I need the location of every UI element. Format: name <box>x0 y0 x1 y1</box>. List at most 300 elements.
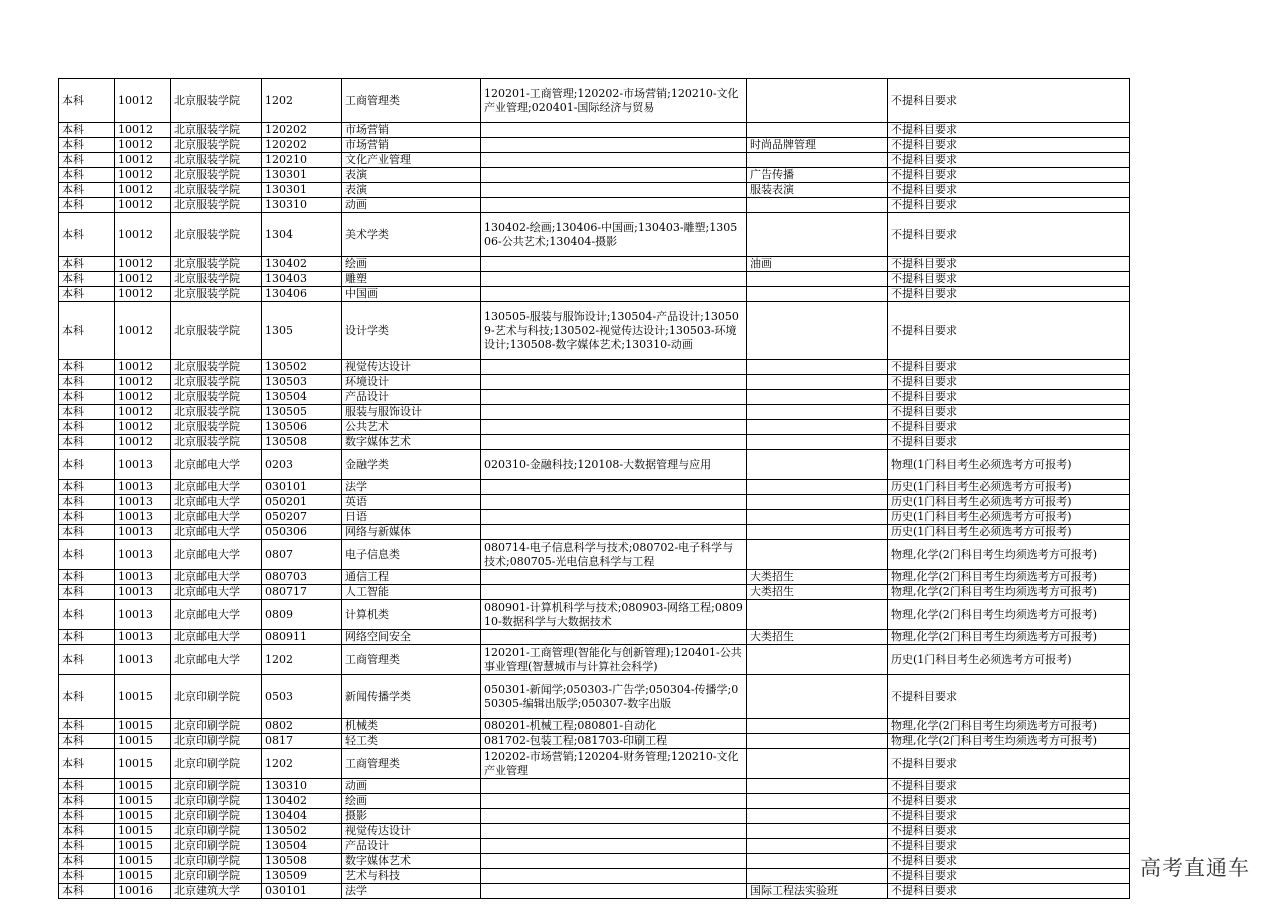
school-code-cell: 10013 <box>115 510 171 525</box>
level-cell: 本科 <box>59 495 115 510</box>
school-name-cell: 北京印刷学院 <box>171 719 262 734</box>
table-row <box>59 749 1130 779</box>
major-name-cell: 美术学类 <box>342 213 481 257</box>
remark-cell <box>747 287 888 302</box>
major-name-cell: 机械类 <box>342 719 481 734</box>
remark-cell <box>747 198 888 213</box>
major-code-cell: 130508 <box>262 435 342 450</box>
major-code-cell: 1202 <box>262 645 342 675</box>
school-name-cell: 北京邮电大学 <box>171 600 262 630</box>
major-code-cell: 130406 <box>262 287 342 302</box>
subject-requirement-cell: 物理,化学(2门科目考生均须选考方可报考) <box>888 570 1130 585</box>
admission-table <box>58 78 1130 899</box>
level-cell: 本科 <box>59 734 115 749</box>
table-row <box>59 675 1130 719</box>
subject-requirement-cell: 历史(1门科目考生必须选考方可报考) <box>888 645 1130 675</box>
remark-cell <box>747 213 888 257</box>
school-name-cell: 北京印刷学院 <box>171 839 262 854</box>
subject-requirement-cell: 物理,化学(2门科目考生均须选考方可报考) <box>888 600 1130 630</box>
level-cell: 本科 <box>59 749 115 779</box>
table-row <box>59 630 1130 645</box>
major-code-cell: 1202 <box>262 79 342 123</box>
major-code-cell: 080717 <box>262 585 342 600</box>
school-code-cell: 10013 <box>115 495 171 510</box>
level-cell: 本科 <box>59 183 115 198</box>
school-name-cell: 北京印刷学院 <box>171 734 262 749</box>
subject-requirement-cell: 不提科目要求 <box>888 213 1130 257</box>
level-cell: 本科 <box>59 884 115 899</box>
subject-requirement-cell: 物理(1门科目考生必须选考方可报考) <box>888 450 1130 480</box>
major-name-cell: 绘画 <box>342 257 481 272</box>
table-row <box>59 495 1130 510</box>
major-name-cell: 市场营销 <box>342 123 481 138</box>
school-code-cell: 10012 <box>115 153 171 168</box>
school-code-cell: 10013 <box>115 540 171 570</box>
table-row <box>59 302 1130 360</box>
level-cell: 本科 <box>59 450 115 480</box>
included-majors-cell: 080201-机械工程;080801-自动化 <box>481 719 747 734</box>
included-majors-cell: 120201-工商管理;120202-市场营销;120210-文化产业管理;020401-国际经济与贸易 <box>481 79 747 123</box>
subject-requirement-cell: 不提科目要求 <box>888 198 1130 213</box>
school-code-cell: 10013 <box>115 450 171 480</box>
remark-cell <box>747 360 888 375</box>
major-code-cell: 130506 <box>262 420 342 435</box>
remark-cell <box>747 390 888 405</box>
school-code-cell: 10015 <box>115 675 171 719</box>
included-majors-cell <box>481 138 747 153</box>
subject-requirement-cell: 不提科目要求 <box>888 809 1130 824</box>
included-majors-cell <box>481 123 747 138</box>
level-cell: 本科 <box>59 123 115 138</box>
school-code-cell: 10015 <box>115 719 171 734</box>
school-name-cell: 北京服装学院 <box>171 153 262 168</box>
table-row <box>59 138 1130 153</box>
table-row <box>59 420 1130 435</box>
level-cell: 本科 <box>59 480 115 495</box>
school-code-cell: 10015 <box>115 854 171 869</box>
level-cell: 本科 <box>59 525 115 540</box>
major-name-cell: 摄影 <box>342 809 481 824</box>
table-row <box>59 839 1130 854</box>
table-row <box>59 540 1130 570</box>
school-name-cell: 北京邮电大学 <box>171 570 262 585</box>
included-majors-cell <box>481 630 747 645</box>
table-row <box>59 719 1130 734</box>
school-code-cell: 10012 <box>115 123 171 138</box>
level-cell: 本科 <box>59 719 115 734</box>
level-cell: 本科 <box>59 390 115 405</box>
remark-cell <box>747 734 888 749</box>
subject-requirement-cell: 物理,化学(2门科目考生均须选考方可报考) <box>888 540 1130 570</box>
major-code-cell: 050306 <box>262 525 342 540</box>
level-cell: 本科 <box>59 257 115 272</box>
major-code-cell: 1305 <box>262 302 342 360</box>
subject-requirement-cell: 不提科目要求 <box>888 302 1130 360</box>
subject-requirement-cell: 不提科目要求 <box>888 123 1130 138</box>
included-majors-cell <box>481 183 747 198</box>
included-majors-cell <box>481 779 747 794</box>
subject-requirement-cell: 不提科目要求 <box>888 884 1130 899</box>
major-code-cell: 130502 <box>262 360 342 375</box>
included-majors-cell <box>481 794 747 809</box>
school-code-cell: 10015 <box>115 839 171 854</box>
major-name-cell: 轻工类 <box>342 734 481 749</box>
level-cell: 本科 <box>59 854 115 869</box>
school-name-cell: 北京服装学院 <box>171 272 262 287</box>
table-row <box>59 480 1130 495</box>
major-code-cell: 0802 <box>262 719 342 734</box>
included-majors-cell <box>481 495 747 510</box>
major-name-cell: 环境设计 <box>342 375 481 390</box>
subject-requirement-cell: 不提科目要求 <box>888 79 1130 123</box>
subject-requirement-cell: 物理,化学(2门科目考生均须选考方可报考) <box>888 630 1130 645</box>
major-code-cell: 0203 <box>262 450 342 480</box>
remark-cell <box>747 809 888 824</box>
school-name-cell: 北京邮电大学 <box>171 645 262 675</box>
table-row <box>59 287 1130 302</box>
remark-cell <box>747 600 888 630</box>
major-name-cell: 数字媒体艺术 <box>342 435 481 450</box>
major-code-cell: 130310 <box>262 198 342 213</box>
level-cell: 本科 <box>59 213 115 257</box>
included-majors-cell <box>481 360 747 375</box>
major-name-cell: 工商管理类 <box>342 79 481 123</box>
remark-cell <box>747 495 888 510</box>
table-row <box>59 570 1130 585</box>
table-row <box>59 405 1130 420</box>
school-name-cell: 北京印刷学院 <box>171 824 262 839</box>
table-row <box>59 123 1130 138</box>
school-code-cell: 10013 <box>115 480 171 495</box>
major-code-cell: 130504 <box>262 839 342 854</box>
included-majors-cell <box>481 525 747 540</box>
major-code-cell: 130503 <box>262 375 342 390</box>
subject-requirement-cell: 不提科目要求 <box>888 749 1130 779</box>
level-cell: 本科 <box>59 375 115 390</box>
table-row <box>59 360 1130 375</box>
level-cell: 本科 <box>59 809 115 824</box>
major-name-cell: 法学 <box>342 480 481 495</box>
school-name-cell: 北京邮电大学 <box>171 540 262 570</box>
included-majors-cell <box>481 168 747 183</box>
subject-requirement-cell: 不提科目要求 <box>888 675 1130 719</box>
school-name-cell: 北京服装学院 <box>171 138 262 153</box>
level-cell: 本科 <box>59 645 115 675</box>
remark-cell <box>747 79 888 123</box>
school-code-cell: 10013 <box>115 570 171 585</box>
level-cell: 本科 <box>59 360 115 375</box>
level-cell: 本科 <box>59 540 115 570</box>
school-name-cell: 北京印刷学院 <box>171 794 262 809</box>
major-name-cell: 日语 <box>342 510 481 525</box>
major-name-cell: 视觉传达设计 <box>342 824 481 839</box>
subject-requirement-cell: 历史(1门科目考生必须选考方可报考) <box>888 510 1130 525</box>
major-code-cell: 130402 <box>262 257 342 272</box>
school-name-cell: 北京服装学院 <box>171 287 262 302</box>
included-majors-cell: 020310-金融科技;120108-大数据管理与应用 <box>481 450 747 480</box>
subject-requirement-cell: 不提科目要求 <box>888 168 1130 183</box>
school-name-cell: 北京服装学院 <box>171 79 262 123</box>
level-cell: 本科 <box>59 570 115 585</box>
included-majors-cell: 080714-电子信息科学与技术;080702-电子科学与技术;080705-光电信息科学与工程 <box>481 540 747 570</box>
school-name-cell: 北京邮电大学 <box>171 450 262 480</box>
level-cell: 本科 <box>59 79 115 123</box>
major-name-cell: 动画 <box>342 198 481 213</box>
major-code-cell: 130301 <box>262 183 342 198</box>
major-code-cell: 030101 <box>262 884 342 899</box>
included-majors-cell <box>481 570 747 585</box>
table-row <box>59 153 1130 168</box>
level-cell: 本科 <box>59 869 115 884</box>
subject-requirement-cell: 不提科目要求 <box>888 824 1130 839</box>
level-cell: 本科 <box>59 272 115 287</box>
table-row <box>59 779 1130 794</box>
school-name-cell: 北京印刷学院 <box>171 809 262 824</box>
table-row <box>59 168 1130 183</box>
watermark-text: 高考直通车 <box>1140 856 1250 880</box>
major-name-cell: 网络空间安全 <box>342 630 481 645</box>
level-cell: 本科 <box>59 302 115 360</box>
included-majors-cell <box>481 884 747 899</box>
table-row <box>59 794 1130 809</box>
level-cell: 本科 <box>59 585 115 600</box>
table-row <box>59 645 1130 675</box>
table-row <box>59 600 1130 630</box>
table-row <box>59 510 1130 525</box>
school-name-cell: 北京服装学院 <box>171 390 262 405</box>
major-code-cell: 130504 <box>262 390 342 405</box>
school-name-cell: 北京服装学院 <box>171 257 262 272</box>
school-name-cell: 北京服装学院 <box>171 360 262 375</box>
major-code-cell: 0817 <box>262 734 342 749</box>
level-cell: 本科 <box>59 794 115 809</box>
school-code-cell: 10012 <box>115 183 171 198</box>
major-code-cell: 080703 <box>262 570 342 585</box>
remark-cell <box>747 839 888 854</box>
included-majors-cell: 120202-市场营销;120204-财务管理;120210-文化产业管理 <box>481 749 747 779</box>
major-name-cell: 雕塑 <box>342 272 481 287</box>
included-majors-cell <box>481 824 747 839</box>
remark-cell <box>747 405 888 420</box>
subject-requirement-cell: 历史(1门科目考生必须选考方可报考) <box>888 525 1130 540</box>
included-majors-cell <box>481 585 747 600</box>
included-majors-cell <box>481 854 747 869</box>
major-name-cell: 产品设计 <box>342 839 481 854</box>
table-row <box>59 809 1130 824</box>
school-name-cell: 北京服装学院 <box>171 375 262 390</box>
school-name-cell: 北京服装学院 <box>171 405 262 420</box>
included-majors-cell <box>481 809 747 824</box>
major-code-cell: 130301 <box>262 168 342 183</box>
remark-cell <box>747 675 888 719</box>
subject-requirement-cell: 不提科目要求 <box>888 183 1130 198</box>
school-code-cell: 10012 <box>115 79 171 123</box>
remark-cell <box>747 510 888 525</box>
subject-requirement-cell: 不提科目要求 <box>888 420 1130 435</box>
school-code-cell: 10016 <box>115 884 171 899</box>
major-code-cell: 1304 <box>262 213 342 257</box>
major-code-cell: 130502 <box>262 824 342 839</box>
school-name-cell: 北京服装学院 <box>171 198 262 213</box>
major-code-cell: 1202 <box>262 749 342 779</box>
school-name-cell: 北京服装学院 <box>171 420 262 435</box>
major-name-cell: 法学 <box>342 884 481 899</box>
school-code-cell: 10013 <box>115 525 171 540</box>
major-code-cell: 120202 <box>262 123 342 138</box>
included-majors-cell <box>481 435 747 450</box>
school-code-cell: 10013 <box>115 645 171 675</box>
level-cell: 本科 <box>59 198 115 213</box>
school-name-cell: 北京印刷学院 <box>171 675 262 719</box>
table-row <box>59 734 1130 749</box>
school-name-cell: 北京服装学院 <box>171 435 262 450</box>
major-code-cell: 050201 <box>262 495 342 510</box>
school-name-cell: 北京服装学院 <box>171 123 262 138</box>
major-code-cell: 130402 <box>262 794 342 809</box>
remark-cell <box>747 153 888 168</box>
remark-cell: 大类招生 <box>747 585 888 600</box>
school-name-cell: 北京服装学院 <box>171 213 262 257</box>
table-row <box>59 79 1130 123</box>
included-majors-cell <box>481 287 747 302</box>
remark-cell <box>747 302 888 360</box>
remark-cell: 时尚品牌管理 <box>747 138 888 153</box>
major-name-cell: 英语 <box>342 495 481 510</box>
table-row <box>59 213 1130 257</box>
school-code-cell: 10012 <box>115 390 171 405</box>
school-code-cell: 10013 <box>115 600 171 630</box>
major-code-cell: 080911 <box>262 630 342 645</box>
school-code-cell: 10012 <box>115 420 171 435</box>
table-row <box>59 198 1130 213</box>
remark-cell <box>747 749 888 779</box>
included-majors-cell <box>481 257 747 272</box>
school-name-cell: 北京邮电大学 <box>171 495 262 510</box>
subject-requirement-cell: 不提科目要求 <box>888 435 1130 450</box>
included-majors-cell <box>481 153 747 168</box>
school-code-cell: 10015 <box>115 779 171 794</box>
school-name-cell: 北京服装学院 <box>171 302 262 360</box>
remark-cell: 大类招生 <box>747 630 888 645</box>
major-name-cell: 新闻传播学类 <box>342 675 481 719</box>
remark-cell <box>747 779 888 794</box>
table-row <box>59 183 1130 198</box>
remark-cell <box>747 375 888 390</box>
major-code-cell: 130403 <box>262 272 342 287</box>
included-majors-cell: 120201-工商管理(智能化与创新管理);120401-公共事业管理(智慧城市与计算社会科学) <box>481 645 747 675</box>
table-row <box>59 585 1130 600</box>
school-name-cell: 北京印刷学院 <box>171 779 262 794</box>
school-code-cell: 10012 <box>115 138 171 153</box>
table-row <box>59 435 1130 450</box>
major-code-cell: 130509 <box>262 869 342 884</box>
included-majors-cell <box>481 272 747 287</box>
subject-requirement-cell: 不提科目要求 <box>888 779 1130 794</box>
major-name-cell: 艺术与科技 <box>342 869 481 884</box>
included-majors-cell <box>481 198 747 213</box>
school-code-cell: 10015 <box>115 809 171 824</box>
school-code-cell: 10015 <box>115 869 171 884</box>
school-code-cell: 10012 <box>115 257 171 272</box>
subject-requirement-cell: 不提科目要求 <box>888 869 1130 884</box>
remark-cell <box>747 272 888 287</box>
major-name-cell: 网络与新媒体 <box>342 525 481 540</box>
school-code-cell: 10015 <box>115 824 171 839</box>
major-code-cell: 0503 <box>262 675 342 719</box>
school-name-cell: 北京印刷学院 <box>171 854 262 869</box>
school-code-cell: 10012 <box>115 198 171 213</box>
major-code-cell: 050207 <box>262 510 342 525</box>
subject-requirement-cell: 不提科目要求 <box>888 153 1130 168</box>
included-majors-cell <box>481 839 747 854</box>
remark-cell <box>747 540 888 570</box>
included-majors-cell <box>481 390 747 405</box>
level-cell: 本科 <box>59 153 115 168</box>
remark-cell <box>747 854 888 869</box>
major-code-cell: 120210 <box>262 153 342 168</box>
major-name-cell: 绘画 <box>342 794 481 809</box>
included-majors-cell: 130505-服装与服饰设计;130504-产品设计;130509-艺术与科技;130502-视觉传达设计;130503-环境设计;130508-数字媒体艺术;130310-动画 <box>481 302 747 360</box>
subject-requirement-cell: 不提科目要求 <box>888 287 1130 302</box>
major-code-cell: 0809 <box>262 600 342 630</box>
major-name-cell: 计算机类 <box>342 600 481 630</box>
included-majors-cell: 081702-包装工程;081703-印刷工程 <box>481 734 747 749</box>
major-name-cell: 动画 <box>342 779 481 794</box>
level-cell: 本科 <box>59 510 115 525</box>
subject-requirement-cell: 不提科目要求 <box>888 390 1130 405</box>
remark-cell: 大类招生 <box>747 570 888 585</box>
school-code-cell: 10012 <box>115 375 171 390</box>
major-name-cell: 公共艺术 <box>342 420 481 435</box>
remark-cell <box>747 645 888 675</box>
level-cell: 本科 <box>59 138 115 153</box>
level-cell: 本科 <box>59 824 115 839</box>
major-name-cell: 金融学类 <box>342 450 481 480</box>
remark-cell <box>747 824 888 839</box>
table-row <box>59 390 1130 405</box>
remark-cell <box>747 435 888 450</box>
table-row <box>59 257 1130 272</box>
major-code-cell: 130404 <box>262 809 342 824</box>
school-name-cell: 北京服装学院 <box>171 183 262 198</box>
school-name-cell: 北京邮电大学 <box>171 510 262 525</box>
school-name-cell: 北京邮电大学 <box>171 630 262 645</box>
school-name-cell: 北京建筑大学 <box>171 884 262 899</box>
major-name-cell: 表演 <box>342 183 481 198</box>
subject-requirement-cell: 不提科目要求 <box>888 839 1130 854</box>
remark-cell <box>747 123 888 138</box>
subject-requirement-cell: 不提科目要求 <box>888 257 1130 272</box>
included-majors-cell <box>481 480 747 495</box>
subject-requirement-cell: 不提科目要求 <box>888 794 1130 809</box>
major-name-cell: 工商管理类 <box>342 645 481 675</box>
table-row <box>59 869 1130 884</box>
school-code-cell: 10012 <box>115 360 171 375</box>
level-cell: 本科 <box>59 675 115 719</box>
subject-requirement-cell: 不提科目要求 <box>888 272 1130 287</box>
major-code-cell: 120202 <box>262 138 342 153</box>
school-code-cell: 10013 <box>115 585 171 600</box>
table-row <box>59 375 1130 390</box>
school-name-cell: 北京邮电大学 <box>171 480 262 495</box>
level-cell: 本科 <box>59 420 115 435</box>
included-majors-cell <box>481 375 747 390</box>
major-code-cell: 030101 <box>262 480 342 495</box>
major-name-cell: 服装与服饰设计 <box>342 405 481 420</box>
school-name-cell: 北京服装学院 <box>171 168 262 183</box>
school-code-cell: 10012 <box>115 405 171 420</box>
school-name-cell: 北京邮电大学 <box>171 525 262 540</box>
